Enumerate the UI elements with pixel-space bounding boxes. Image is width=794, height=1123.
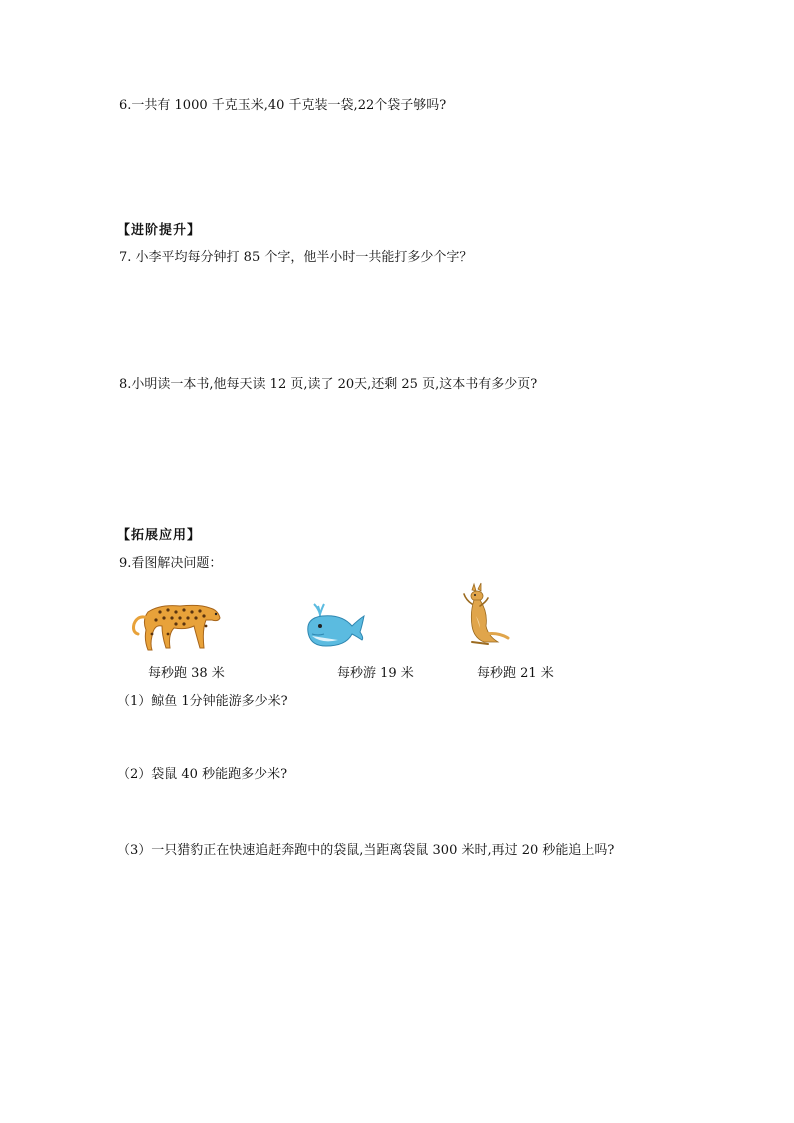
- question-9-3: （3）一只猎豹正在快速追赶奔跑中的袋鼠,当距离袋鼠 300 米时,再过 20 秒能追上吗?: [117, 843, 615, 858]
- question-7: 7. 小李平均每分钟打 85 个字，他半小时一共能打多少个字？: [119, 250, 473, 265]
- question-9-1: （1）鲸鱼 1分钟能游多少米?: [117, 694, 288, 709]
- whale-icon: [302, 602, 366, 650]
- whale-caption: 每秒游 19 米: [337, 666, 414, 681]
- question-9-2: （2）袋鼠 40 秒能跑多少米?: [117, 767, 288, 782]
- section-header-extension: 【拓展应用】: [117, 528, 202, 543]
- kangaroo-icon: [458, 582, 514, 652]
- leopard-caption: 每秒跑 38 米: [148, 666, 225, 681]
- kangaroo-caption: 每秒跑 21 米: [477, 666, 554, 681]
- leopard-icon: [130, 590, 226, 654]
- question-8: 8.小明读一本书,他每天读 12 页,读了 20天,还剩 25 页,这本书有多少页?: [119, 377, 538, 392]
- question-6: 6.一共有 1000 千克玉米,40 千克装一袋,22个袋子够吗?: [119, 98, 447, 113]
- question-9: 9.看图解决问题：: [119, 556, 223, 571]
- section-header-advanced: 【进阶提升】: [117, 223, 202, 238]
